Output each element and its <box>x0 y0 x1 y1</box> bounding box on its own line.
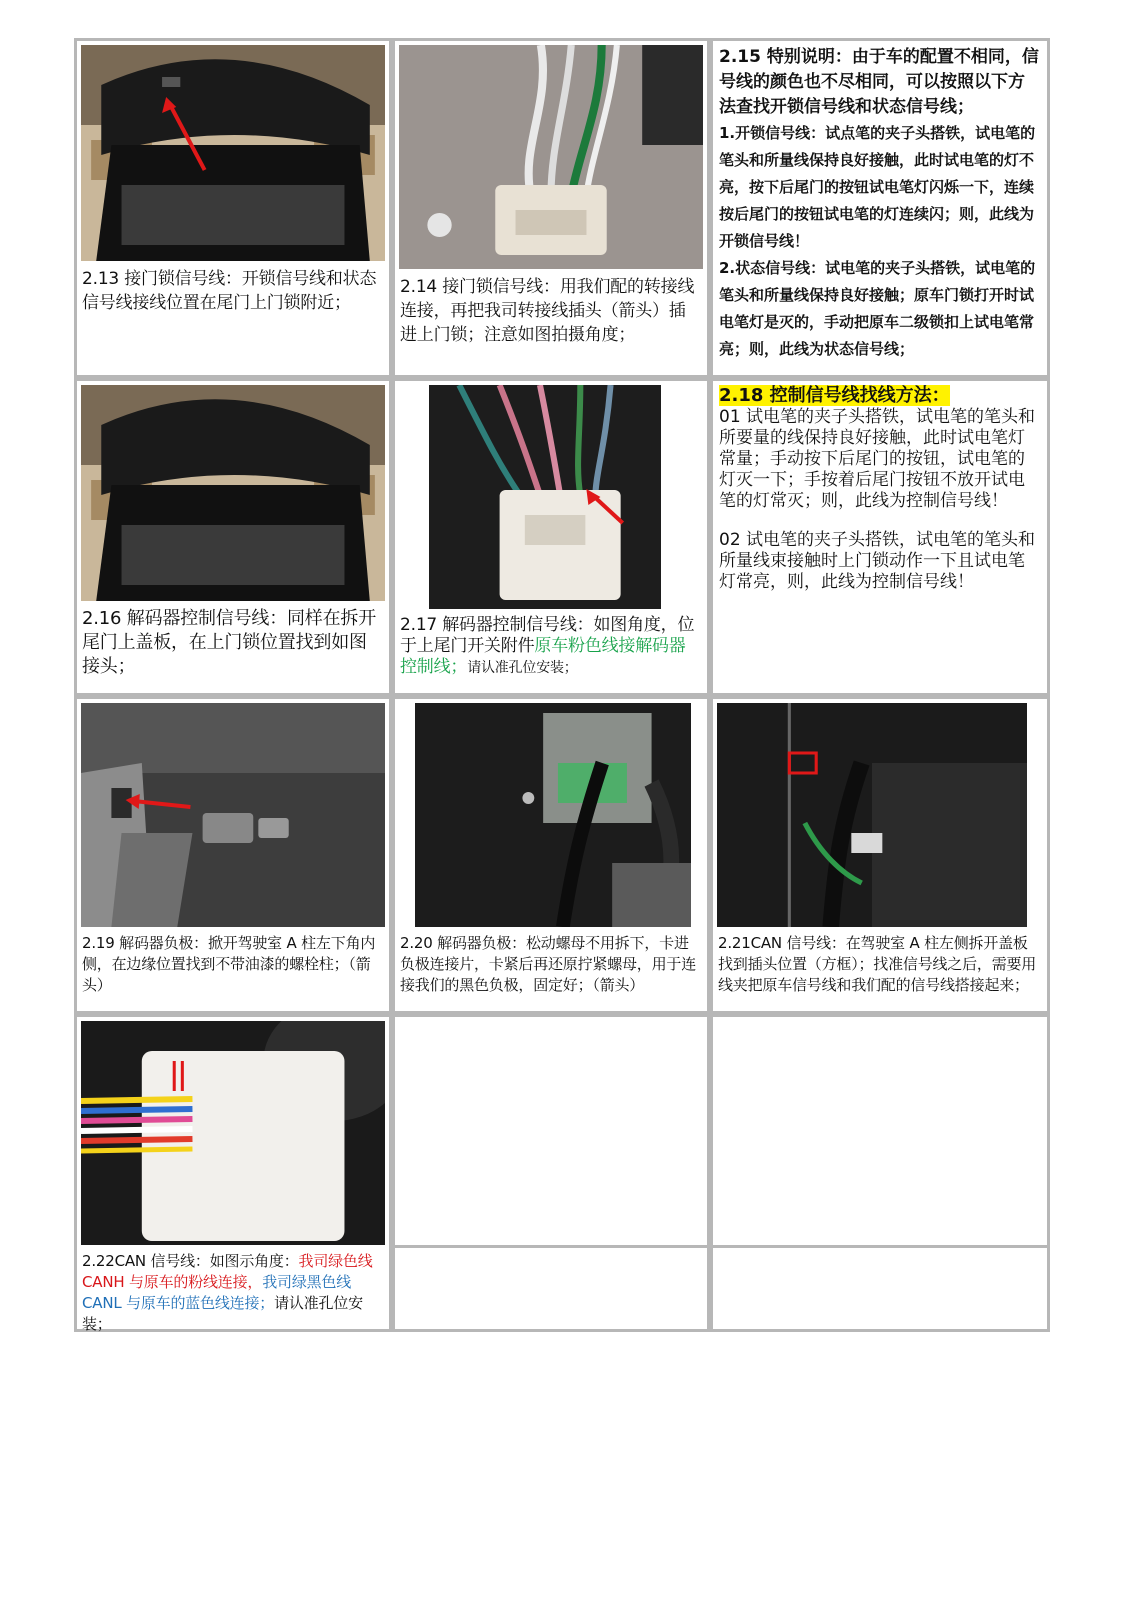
control-signal-method-2-18 <box>713 381 1047 597</box>
method-step-02: 02 试电笔的夹子头搭铁，试电笔的笔头和所量线束接触时上门锁动作一下且试电笔灯常亮，则，此线为控制信号线！ <box>719 530 1036 592</box>
cell-2-22 <box>74 1014 392 1332</box>
empty-caption-slot-2 <box>713 1245 1047 1328</box>
caption-2-22-intro: 2.22CAN 信号线：如图示角度： <box>82 1252 299 1270</box>
cell-2-17 <box>392 378 710 696</box>
can-plug-photo <box>717 703 1027 927</box>
note-unlock-signal: 1.开锁信号线：试点笔的夹子头搭铁，试电笔的笔头和所量线保持良好接触，此时试电笔的灯不亮，按下后尾门的按钮试电笔灯闪烁一下，连续按后尾门的按钮试电笔的灯连续闪；则，此线为开锁信号线！ <box>719 124 1036 250</box>
tailgate-photo-2 <box>81 385 385 601</box>
empty-caption-slot <box>395 1245 707 1328</box>
caption-2-13: 2.13 接门锁信号线：开锁信号线和状态信号线接线位置在尾门上门锁附近； <box>82 269 377 313</box>
cell-2-13 <box>74 38 392 378</box>
method-step-01: 01 试电笔的夹子头搭铁，试电笔的笔头和所要量的线保持良好接触，此时试电笔灯常量；手动按下后尾门的按钮，试电笔的灯灭一下；手按着后尾门按钮不放开试电笔的灯常灭；则，此线为控制信号线！ <box>719 407 1036 511</box>
note-heading: 2.15 特别说明：由于车的配置不相同，信号线的颜色也不尽相同，可以按照以下方法查找开锁信号线和状态信号线； <box>719 47 1039 117</box>
method-title: 2.18 控制信号线找线方法： <box>719 385 950 406</box>
negative-bolt-photo <box>415 703 691 927</box>
can-connector-photo <box>81 1021 385 1245</box>
caption-2-22-note: 请认准孔位安装； <box>82 1294 363 1333</box>
caption-2-17-intro: 2.17 解码器控制信号线：如图角度，位于上尾门开关附件 <box>400 615 695 656</box>
caption-2-17-pink-wire: 原车粉色线接解码器控制线； <box>400 636 686 677</box>
empty-photo-slot-2 <box>713 1017 1047 1245</box>
instruction-grid <box>74 38 1050 1332</box>
empty-photo-slot <box>395 1017 707 1245</box>
pink-wire-connector-photo <box>429 385 661 609</box>
caption-2-14: 2.14 接门锁信号线：用我们配的转接线连接，再把我司转接线插头（箭头）插进上门锁；注意如图拍摄角度； <box>400 277 695 345</box>
caption-2-22-canl: 我司绿黑色线 CANL 与原车的蓝色线连接； <box>82 1273 352 1312</box>
row-2 <box>74 378 1050 696</box>
driver-footwell-photo <box>81 703 385 927</box>
instruction-table <box>74 38 1050 1332</box>
row-3 <box>74 696 1050 1014</box>
cell-2-14 <box>392 38 710 378</box>
cell-2-16 <box>74 378 392 696</box>
row-1 <box>74 38 1050 378</box>
connector-photo <box>399 45 703 269</box>
caption-2-22-canh: 我司绿色线 CANH 与原车的粉线连接， <box>82 1252 373 1291</box>
tailgate-photo <box>81 45 385 261</box>
caption-2-19: 2.19 解码器负极：掀开驾驶室 A 柱左下角内侧，在边缘位置找到不带油漆的螺栓柱；（箭头） <box>82 934 376 994</box>
cell-2-15 <box>710 38 1050 378</box>
caption-2-20: 2.20 解码器负极：松动螺母不用拆下，卡进负极连接片，卡紧后再还原拧紧螺母，用于连接我们的黑色负极，固定好；（箭头） <box>400 934 697 994</box>
cell-2-18 <box>710 378 1050 696</box>
row-4 <box>74 1014 1050 1332</box>
note-status-signal: 2.状态信号线：试电笔的夹子头搭铁，试电笔的笔头和所量线保持良好接触；原车门锁打开时试电笔灯是灭的，手动把原车二级锁扣上试电笔常亮；则，此线为状态信号线； <box>719 259 1036 358</box>
special-note-2-15 <box>713 41 1047 367</box>
caption-2-22 <box>77 1245 389 1333</box>
caption-2-17 <box>395 609 707 693</box>
cell-2-19 <box>74 696 392 1014</box>
cell-empty-1 <box>392 1014 710 1332</box>
caption-2-16: 2.16 解码器控制信号线：同样在拆开尾门上盖板，在上门锁位置找到如图接头； <box>82 608 376 677</box>
caption-2-17-note: 请认准孔位安装； <box>467 660 578 676</box>
caption-2-21: 2.21CAN 信号线：在驾驶室 A 柱左侧拆开盖板找到插头位置（方框）；找准信号线之后，需要用线夹把原车信号线和我们配的信号线搭接起来； <box>718 934 1037 994</box>
cell-2-21 <box>710 696 1050 1014</box>
cell-empty-2 <box>710 1014 1050 1332</box>
cell-2-20 <box>392 696 710 1014</box>
